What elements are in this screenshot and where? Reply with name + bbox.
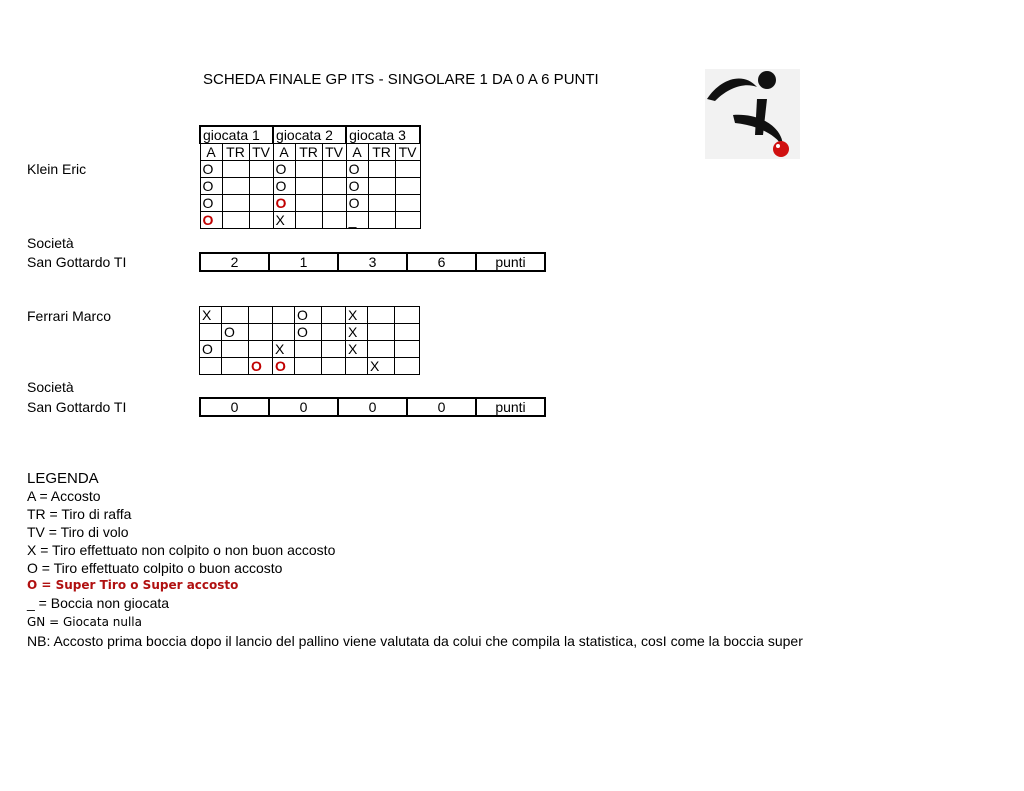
throws-grid-klein <box>199 125 421 229</box>
throw-cell: X <box>368 358 395 375</box>
throw-cell <box>322 307 346 324</box>
throw-cell: O <box>200 212 222 229</box>
throw-cell <box>395 195 420 212</box>
legend-item: TR = Tiro di raffa <box>27 506 132 522</box>
throw-cell <box>368 341 395 358</box>
throw-cell <box>200 358 222 375</box>
header-giocata: giocata 1 <box>200 126 273 144</box>
throw-cell <box>322 358 346 375</box>
throw-cell <box>368 178 395 195</box>
score-row-klein <box>199 252 546 272</box>
throw-cell <box>368 324 395 341</box>
throw-cell <box>249 161 273 178</box>
throw-cell <box>295 161 322 178</box>
throw-cell: O <box>273 178 295 195</box>
score-cell: 0 <box>269 398 338 416</box>
header-giocata: giocata 3 <box>346 126 420 144</box>
throw-cell <box>395 358 420 375</box>
throw-cell: O <box>295 307 322 324</box>
throw-row <box>200 307 420 324</box>
throw-cell <box>273 307 295 324</box>
throw-cell <box>322 195 346 212</box>
throw-cell: O <box>346 161 368 178</box>
throw-row <box>200 324 420 341</box>
throw-cell <box>395 178 420 195</box>
throw-row <box>200 341 420 358</box>
throw-cell <box>322 212 346 229</box>
throw-cell <box>295 195 322 212</box>
header-sub: TV <box>395 144 420 161</box>
societa-label: Società <box>27 379 74 395</box>
legend-item: X = Tiro effettuato non colpito o non buon accosto <box>27 542 336 558</box>
legend-item: _ = Boccia non giocata <box>27 595 170 611</box>
throw-cell <box>249 307 273 324</box>
throw-cell: O <box>200 161 222 178</box>
throw-cell: X <box>346 341 368 358</box>
throw-cell <box>249 324 273 341</box>
legend-item-super: O = Super Tiro o Super accosto <box>27 578 239 592</box>
throw-cell <box>346 358 368 375</box>
throw-cell <box>368 307 395 324</box>
legend-item: GN = Giocata nulla <box>27 615 142 629</box>
score-unit: punti <box>476 253 545 271</box>
legend-title: LEGENDA <box>27 470 99 487</box>
throw-cell: O <box>273 161 295 178</box>
header-sub: A <box>200 144 222 161</box>
throw-cell <box>295 212 322 229</box>
throw-cell: O <box>346 195 368 212</box>
score-unit: punti <box>476 398 545 416</box>
player-name: Klein Eric <box>27 161 87 177</box>
throw-cell <box>368 161 395 178</box>
throw-row <box>200 161 420 178</box>
throw-cell: O <box>273 195 295 212</box>
legend-note: NB: Accosto prima boccia dopo il lancio del pallino viene valutata da colui che compila la statistica, cosI come la boccia super <box>27 633 803 649</box>
header-sub: TR <box>295 144 322 161</box>
throw-cell <box>395 161 420 178</box>
legend-item: A = Accosto <box>27 488 101 504</box>
legend-item: O = Tiro effettuato colpito o buon accosto <box>27 560 283 576</box>
throw-cell <box>368 212 395 229</box>
throw-cell: O <box>295 324 322 341</box>
throw-cell: _ <box>346 212 368 229</box>
throw-cell <box>395 307 420 324</box>
throw-cell <box>368 195 395 212</box>
page-title: SCHEDA FINALE GP ITS - SINGOLARE 1 DA 0 A 6 PUNTI <box>203 71 599 88</box>
throw-cell <box>395 341 420 358</box>
bocce-player-icon <box>705 69 800 159</box>
header-sub: TV <box>322 144 346 161</box>
header-giocata: giocata 2 <box>273 126 346 144</box>
score-total: 0 <box>407 398 476 416</box>
throw-cell <box>295 178 322 195</box>
throw-cell <box>222 195 249 212</box>
throw-cell <box>395 212 420 229</box>
header-sub: A <box>273 144 295 161</box>
throws-rows <box>200 307 420 375</box>
throw-cell: O <box>346 178 368 195</box>
throw-cell <box>295 358 322 375</box>
legend-item: TV = Tiro di volo <box>27 524 129 540</box>
score-total: 6 <box>407 253 476 271</box>
throw-cell <box>273 324 295 341</box>
throw-row <box>200 212 420 229</box>
throw-cell: X <box>200 307 222 324</box>
score-cell: 3 <box>338 253 407 271</box>
throw-cell: O <box>200 178 222 195</box>
throw-row <box>200 178 420 195</box>
header-sub: TR <box>222 144 249 161</box>
throw-cell <box>295 341 322 358</box>
throw-cell: X <box>273 341 295 358</box>
throw-cell <box>249 212 273 229</box>
throw-cell: O <box>200 341 222 358</box>
throw-cell <box>322 161 346 178</box>
throw-cell <box>222 178 249 195</box>
throw-row <box>200 195 420 212</box>
score-cell: 0 <box>200 398 269 416</box>
throw-cell <box>200 324 222 341</box>
throw-cell <box>222 212 249 229</box>
throw-cell: O <box>200 195 222 212</box>
throws-rows <box>200 161 420 229</box>
header-sub: TR <box>368 144 395 161</box>
throw-cell <box>222 161 249 178</box>
throw-cell <box>222 358 249 375</box>
throw-cell <box>249 178 273 195</box>
throw-cell: X <box>346 307 368 324</box>
throw-cell <box>322 341 346 358</box>
throw-cell <box>395 324 420 341</box>
throw-cell <box>249 195 273 212</box>
throw-row <box>200 358 420 375</box>
throw-cell <box>322 178 346 195</box>
score-cell: 1 <box>269 253 338 271</box>
throw-cell <box>322 324 346 341</box>
player-name: Ferrari Marco <box>27 308 112 324</box>
throw-cell: O <box>249 358 273 375</box>
throw-cell: X <box>273 212 295 229</box>
header-sub: A <box>346 144 368 161</box>
throw-cell: X <box>346 324 368 341</box>
score-row-ferrari <box>199 397 546 417</box>
score-cell: 2 <box>200 253 269 271</box>
throws-grid-ferrari <box>199 306 420 375</box>
header-sub: TV <box>249 144 273 161</box>
club-name: San Gottardo TI <box>27 399 127 415</box>
throw-cell <box>222 307 249 324</box>
throw-cell <box>249 341 273 358</box>
throw-cell: O <box>222 324 249 341</box>
club-name: San Gottardo TI <box>27 254 127 270</box>
score-cell: 0 <box>338 398 407 416</box>
throw-cell <box>222 341 249 358</box>
throw-cell: O <box>273 358 295 375</box>
societa-label: Società <box>27 235 74 251</box>
